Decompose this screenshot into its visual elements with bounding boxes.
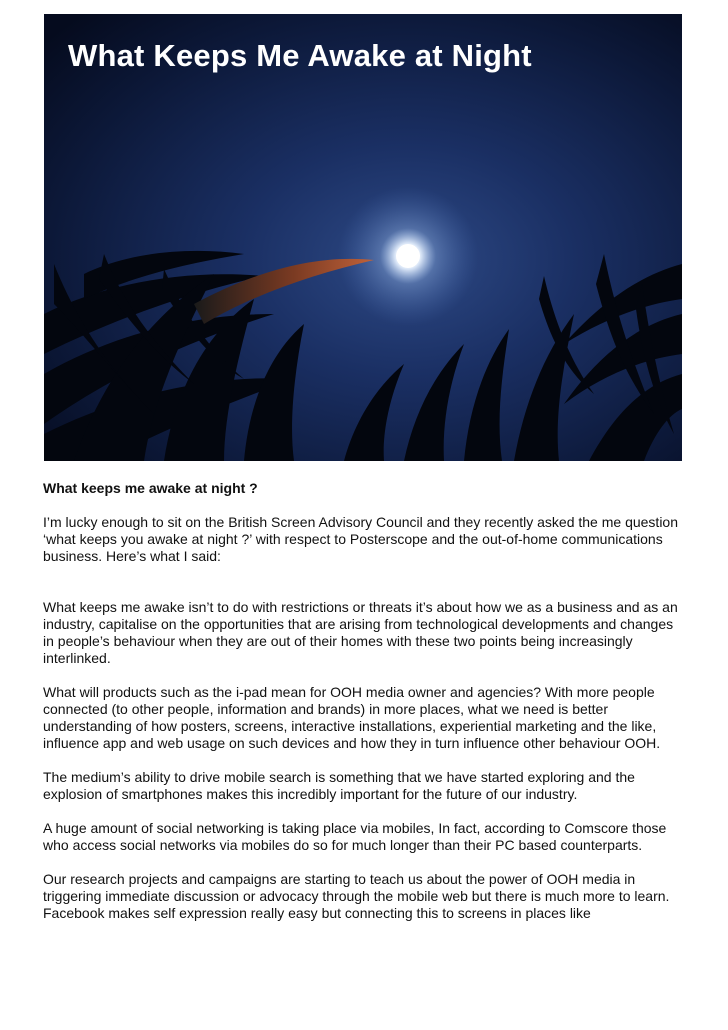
article-paragraph: Our research projects and campaigns are starting to teach us about the power of OOH media in triggering immediate discussion or advocacy through the mobile web but there is much more to learn. Facebook makes self expression really easy but connecting this to screens in places like	[43, 871, 670, 921]
article-paragraph: What will products such as the i-pad mean for OOH media owner and agencies? With more people connected (to other people, information and brands) in more places, what we need is better understanding of how posters, screens, interactive installations, experiential marketing and the like, influence app and web usage on such devices and how they in turn influence other behaviour OOH.	[43, 684, 661, 751]
night-sky-palm-photo	[44, 14, 682, 461]
article-paragraph: A huge amount of social networking is taking place via mobiles, In fact, according to Comscore those who access social networks via mobiles do so for much longer than their PC based counterparts.	[43, 820, 667, 853]
article-body	[43, 480, 683, 939]
article-paragraph: The medium’s ability to drive mobile search is something that we have started exploring and the explosion of smartphones makes this incredibly important for the future of our industry.	[43, 769, 635, 802]
article-paragraph: I’m lucky enough to sit on the British Screen Advisory Council and they recently asked the me question ‘what keeps you awake at night ?’ with respect to Posterscope and the out-of-home communications business. Here’s what I said:	[43, 514, 679, 564]
article-paragraph: What keeps me awake isn’t to do with restrictions or threats it’s about how we as a business and as an industry, capitalise on the opportunities that are arising from technological developments and changes in people’s behaviour when they are out of their homes with these two points being increasingly interlinked.	[43, 599, 678, 666]
hero-image	[44, 14, 682, 461]
hero-title: What Keeps Me Awake at Night	[68, 38, 532, 73]
moon	[396, 244, 420, 268]
article-heading: What keeps me awake at night ?	[43, 480, 258, 496]
